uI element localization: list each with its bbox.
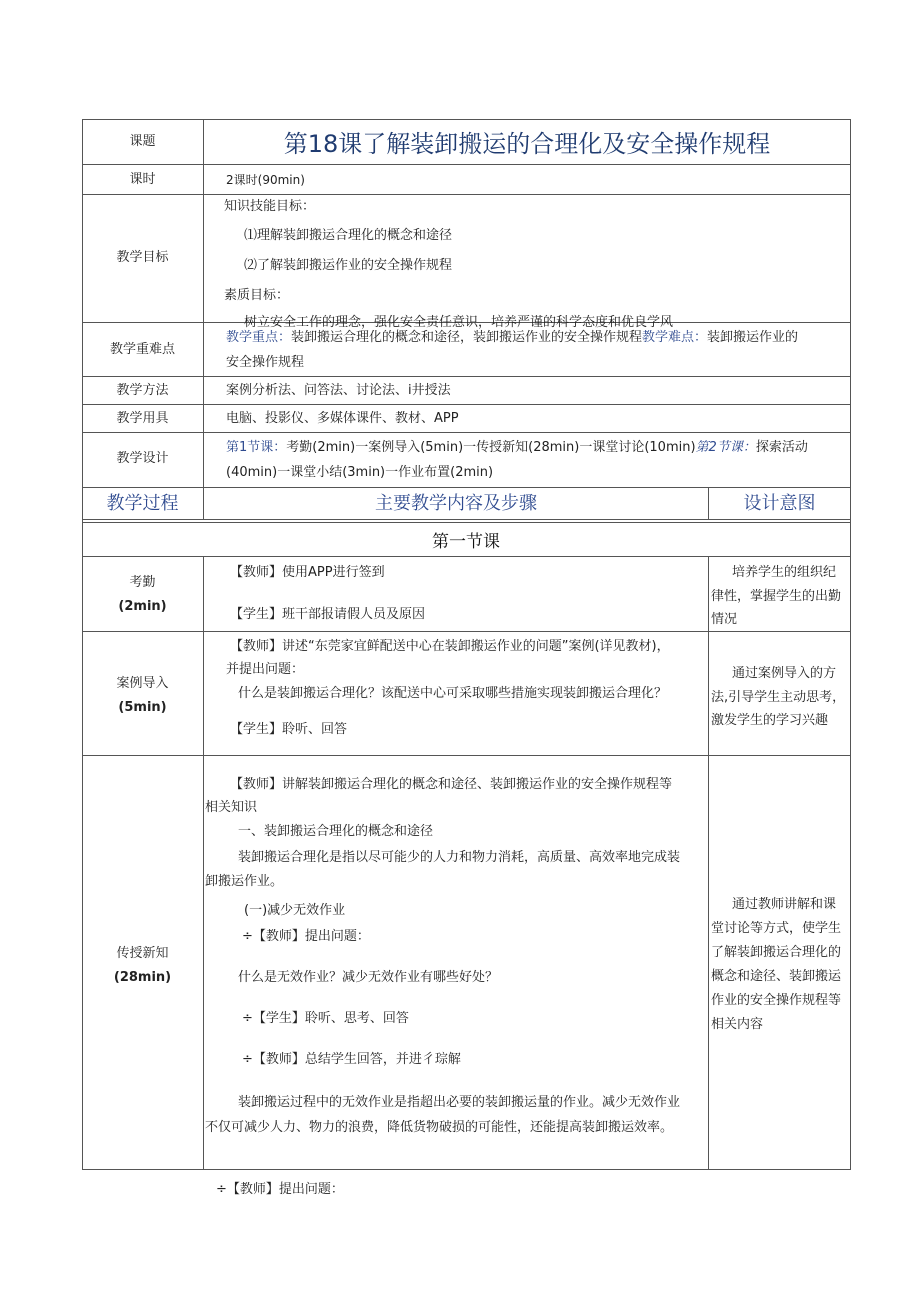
header-intent: 设计意图	[743, 493, 816, 514]
difficulty-label: 教学难点：	[642, 330, 708, 345]
rule	[82, 404, 851, 405]
quality-heading: 素质目标：	[224, 288, 290, 303]
rule	[708, 556, 709, 1170]
rule	[82, 119, 83, 1170]
page-title: 第18课了解装卸搬运的合理化及安全操作规程	[283, 130, 771, 158]
row-time: (28min)	[113, 970, 172, 985]
intent-line: 通过案例导入的方	[732, 666, 837, 681]
objective-item: ⑴理解装卸搬运合理化的概念和途径	[244, 228, 453, 243]
knowledge-step: ÷【学生】聆听、思考、回答	[242, 1011, 409, 1026]
rule	[82, 119, 851, 120]
label-objectives: 教学目标	[116, 250, 169, 265]
knowledge-teacher: 【教师】讲解装卸搬运合理化的概念和途径、装卸搬运作业的安全操作规程等	[230, 777, 673, 792]
knowledge-paragraph: 卸搬运作业。	[205, 874, 284, 889]
label-hours: 课时	[129, 172, 156, 187]
key-points-line2: 安全操作规程	[226, 355, 305, 370]
rule	[82, 631, 851, 632]
intent-line: 相关内容	[711, 1017, 764, 1032]
knowledge-heading: 知识技能目标：	[224, 199, 316, 214]
design-session2-label: 第2节课：	[695, 440, 756, 455]
rule	[82, 487, 851, 488]
row-name: 传授新知	[116, 946, 169, 961]
label-tools: 教学用具	[116, 411, 169, 426]
knowledge-teacher-cont: 相关知识	[205, 800, 258, 815]
attendance-teacher: 【教师】使用APP进行签到	[230, 565, 385, 580]
knowledge-paragraph: 装卸搬运合理化是指以尽可能少的人力和物力消耗，高质量、高效率地完成装	[238, 850, 681, 865]
design-session1-label: 第1节课：	[226, 440, 287, 455]
intent-line: 概念和途径、装卸搬运	[711, 969, 842, 984]
focus-label: 教学重点：	[226, 330, 292, 345]
hours-value: 2课时(90min)	[226, 173, 305, 187]
objectives-cell	[204, 195, 850, 330]
label-topic: 课题	[129, 134, 156, 149]
rule	[82, 164, 851, 165]
label-key-points: 教学重难点	[109, 342, 175, 357]
intent-line: 激发学生的学习兴趣	[711, 713, 829, 728]
rule	[82, 522, 851, 523]
objective-cut-line: 树立安全工作的理念，强化安全责任意识，培养严谨的科学态度和优良学风	[244, 315, 674, 330]
intent-line: 通过教师讲解和课	[732, 897, 837, 912]
knowledge-paragraph: 不仅可减少人力、物力的浪费，降低货物破损的可能性，还能提高装卸搬运效率。	[205, 1120, 674, 1135]
label-design: 教学设计	[116, 451, 169, 466]
after-table-line: ÷【教师】提出问题：	[216, 1182, 344, 1197]
intent-line: 法,引导学生主动思考，	[711, 690, 846, 705]
header-process: 教学过程	[106, 493, 179, 514]
case-student: 【学生】聆听、回答	[230, 722, 348, 737]
objective-item: ⑵了解装卸搬运作业的安全操作规程	[244, 258, 453, 273]
section-title: 第一节课	[432, 532, 500, 552]
row-name: 案例导入	[116, 676, 169, 691]
design-line2: (40min)一课堂小结(3min)一作业布置(2min)	[226, 465, 494, 480]
label-methods: 教学方法	[116, 383, 169, 398]
key-points-line1	[226, 327, 798, 349]
knowledge-paragraph: 装卸搬运过程中的无效作业是指超出必要的装卸搬运量的作业。减少无效作业	[238, 1095, 681, 1110]
rule	[850, 119, 851, 1170]
intent-line: 堂讨论等方式，使学生	[711, 921, 842, 936]
case-question: 什么是装卸搬运合理化？该配送中心可采取哪些措施实现装卸搬运合理化？	[238, 686, 668, 701]
row-time: (5min)	[118, 700, 167, 715]
rule	[82, 432, 851, 433]
row-time: (2min)	[118, 599, 167, 614]
knowledge-step: ÷【教师】总结学生回答，并进彳琮解	[242, 1052, 461, 1067]
knowledge-step: ÷【教师】提出问题：	[242, 929, 370, 944]
methods-value: 案例分析法、问答法、讨论法、i井授法	[226, 383, 451, 398]
intent-line: 律性，掌握学生的出勤	[711, 589, 842, 604]
rule	[82, 376, 851, 377]
focus-text: 装卸搬运合理化的概念和途径，装卸搬运作业的安全操作规程	[291, 330, 643, 345]
intent-line: 作业的安全操作规程等	[711, 993, 842, 1008]
rule	[82, 755, 851, 756]
tools-value: 电脑、投影仪、多媒体课件、教材、APP	[226, 411, 459, 426]
attendance-student: 【学生】班干部报请假人员及原因	[230, 607, 426, 622]
design-session2-text: 探索活动	[755, 440, 808, 455]
rule	[82, 1169, 851, 1170]
row-name: 考勤	[129, 575, 156, 590]
design-line1	[226, 437, 808, 459]
knowledge-question: 什么是无效作业？减少无效作业有哪些好处？	[238, 970, 499, 985]
difficulty-text: 装卸搬运作业的	[707, 330, 799, 345]
intent-line: 了解装卸搬运合理化的	[711, 945, 842, 960]
rule	[203, 556, 204, 1170]
design-session1-text: 考勤(2min)一案例导入(5min)一传授新知(28min)一课堂讨论(10min)	[286, 440, 696, 455]
header-content: 主要教学内容及步骤	[375, 493, 537, 514]
intent-line: 培养学生的组织纪	[732, 565, 837, 580]
case-teacher-cont: 并提出问题：	[226, 662, 305, 677]
intent-line: 情况	[711, 612, 738, 627]
rule	[82, 519, 851, 520]
knowledge-heading-2: (一)减少无效作业	[244, 903, 346, 918]
knowledge-heading-1: 一、装卸搬运合理化的概念和途径	[238, 824, 434, 839]
case-teacher: 【教师】讲述“东莞家宜鲜配送中心在装卸搬运作业的问题”案例(详见教材)，	[230, 639, 670, 654]
